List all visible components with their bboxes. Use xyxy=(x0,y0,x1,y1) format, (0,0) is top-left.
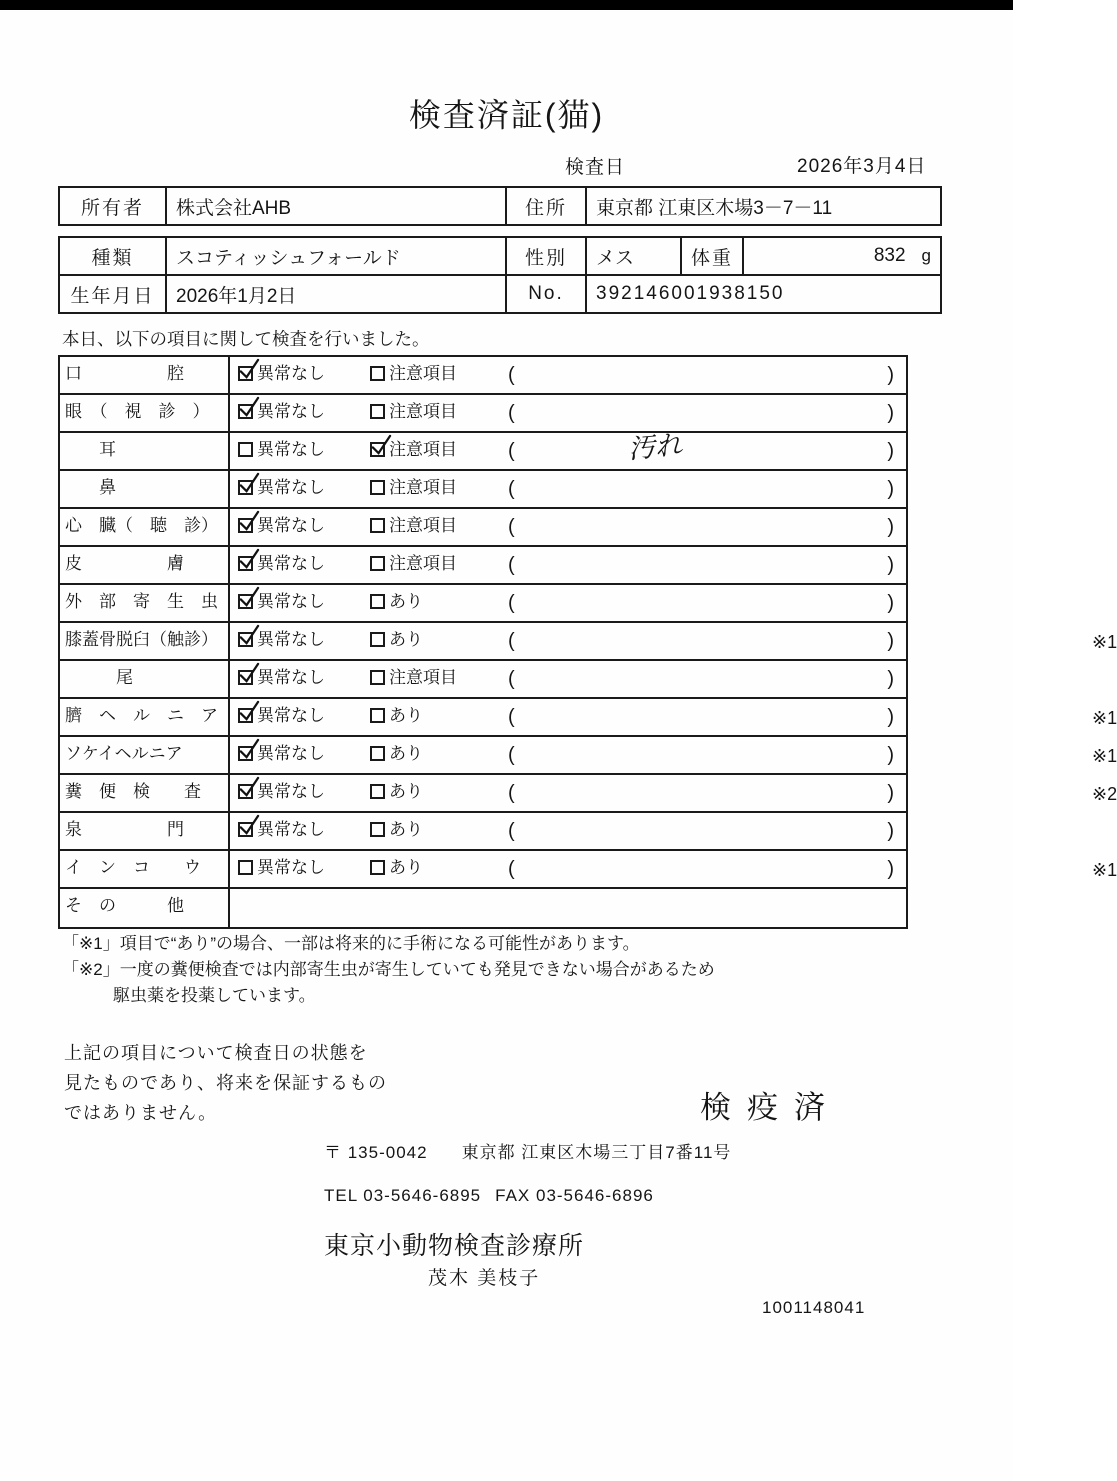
option-attention xyxy=(370,585,423,619)
option-label: 異常なし xyxy=(257,516,325,535)
scan-artifact-bar xyxy=(0,0,1013,10)
checkbox-empty xyxy=(238,442,253,457)
option-attention xyxy=(370,813,423,847)
exam-row xyxy=(60,357,906,395)
clinic-postal-line xyxy=(324,1138,731,1163)
exam-item-result xyxy=(230,509,906,545)
paren-close: ) xyxy=(887,364,894,386)
paren-open: ( xyxy=(508,478,515,500)
exam-item-result xyxy=(230,699,1117,735)
option-label: 異常なし xyxy=(257,782,325,801)
exam-item-label: 糞 便 検 査 xyxy=(60,775,230,811)
exam-row xyxy=(60,395,906,433)
address-value: 東京都 江東区木場3－7－11 xyxy=(586,187,941,225)
exam-table xyxy=(58,355,1117,929)
clinic-tel-line xyxy=(324,1186,654,1206)
option-no-abnormality xyxy=(238,395,325,429)
checkbox-checked xyxy=(238,632,253,647)
exam-item-label: 泉 門 xyxy=(60,813,230,849)
checkbox-empty xyxy=(370,594,385,609)
exam-row xyxy=(60,775,1117,813)
disclaimer-line: 上記の項目について検査日の状態を xyxy=(64,1043,368,1063)
option-attention xyxy=(370,661,457,695)
option-no-abnormality xyxy=(238,509,325,543)
checkbox-empty xyxy=(370,518,385,533)
inspection-date-value: 2026年3月4日 xyxy=(797,156,927,177)
check-mark-icon xyxy=(237,662,260,685)
paren-open: ( xyxy=(508,820,515,842)
option-attention xyxy=(370,737,423,771)
option-label: あり xyxy=(389,744,423,763)
check-mark-icon xyxy=(237,700,260,723)
exam-item-label: ソケイヘルニア xyxy=(60,737,230,773)
option-no-abnormality xyxy=(238,471,325,505)
check-mark-icon xyxy=(237,396,260,419)
footnote-line: 駆虫薬を投薬しています。 xyxy=(62,986,316,1005)
exam-row xyxy=(60,471,906,509)
checkbox-empty xyxy=(370,366,385,381)
paren-open: ( xyxy=(508,364,515,386)
exam-item-label: 耳 xyxy=(60,433,230,469)
paren-open: ( xyxy=(508,440,515,462)
option-attention xyxy=(370,623,423,657)
option-label: あり xyxy=(389,706,423,725)
disclaimer-line: ではありません。 xyxy=(64,1103,218,1123)
check-mark-icon xyxy=(237,776,260,799)
option-no-abnormality xyxy=(238,623,325,657)
paren-close: ) xyxy=(887,858,894,880)
option-attention xyxy=(370,357,457,391)
paren-open: ( xyxy=(508,630,515,652)
option-no-abnormality xyxy=(238,585,325,619)
paren-close: ) xyxy=(887,592,894,614)
option-label: 異常なし xyxy=(257,668,325,687)
exam-item-result xyxy=(230,357,906,393)
check-mark-icon xyxy=(237,510,260,533)
option-label: 異常なし xyxy=(257,440,325,459)
checkbox-empty xyxy=(370,404,385,419)
paren-open: ( xyxy=(508,516,515,538)
paren-close: ) xyxy=(887,516,894,538)
paren-close: ) xyxy=(887,782,894,804)
page-title: 検査済証(猫) xyxy=(408,97,605,133)
checkbox-checked xyxy=(238,556,253,571)
option-label: 異常なし xyxy=(257,630,325,649)
checkbox-empty xyxy=(370,480,385,495)
checkbox-checked xyxy=(238,670,253,685)
check-mark-icon xyxy=(237,358,260,381)
weight-number: 832 xyxy=(873,245,906,266)
footnote-line: 「※2」一度の糞便検査では内部寄生虫が寄生していても発見できない場合があるため xyxy=(62,960,715,979)
checkbox-checked xyxy=(238,518,253,533)
paren-close: ) xyxy=(887,706,894,728)
checkbox-checked xyxy=(238,404,253,419)
option-label: 注意項目 xyxy=(389,668,457,687)
option-no-abnormality xyxy=(238,737,325,771)
option-label: 注意項目 xyxy=(389,440,457,459)
option-label: 異常なし xyxy=(257,820,325,839)
checkbox-checked xyxy=(238,822,253,837)
check-mark-icon xyxy=(237,738,260,761)
exam-row xyxy=(60,509,906,547)
pet-row-1 xyxy=(59,237,941,275)
option-label: 異常なし xyxy=(257,858,325,877)
option-no-abnormality xyxy=(238,699,325,733)
option-attention xyxy=(370,851,423,885)
exam-item-label: 眼 （ 視 診 ） xyxy=(60,395,230,431)
option-label: あり xyxy=(389,630,423,649)
paren-open: ( xyxy=(508,782,515,804)
owner-label: 所有者 xyxy=(59,187,166,225)
exam-item-result xyxy=(230,395,906,431)
exam-row xyxy=(60,851,1117,889)
exam-item-label: 口 腔 xyxy=(60,357,230,393)
serial-number: 1001148041 xyxy=(762,1298,866,1317)
birthdate-label: 生年月日 xyxy=(59,275,166,313)
footnote-reference: ※1 xyxy=(1092,860,1117,880)
paren-close: ) xyxy=(887,478,894,500)
checkbox-empty xyxy=(370,632,385,647)
paren-open: ( xyxy=(508,706,515,728)
option-no-abnormality xyxy=(238,775,325,809)
option-label: あり xyxy=(389,782,423,801)
handwritten-note: 汚れ xyxy=(626,429,684,465)
option-label: 異常なし xyxy=(257,706,325,725)
exam-item-result xyxy=(230,889,906,927)
paren-open: ( xyxy=(508,554,515,576)
weight-unit: g xyxy=(921,246,932,265)
option-label: あり xyxy=(389,858,423,877)
option-no-abnormality xyxy=(238,357,325,391)
clinic-fax: FAX 03-5646-6896 xyxy=(495,1186,654,1205)
footnote-reference: ※2 xyxy=(1092,784,1117,804)
paren-close: ) xyxy=(887,440,894,462)
checkbox-empty xyxy=(370,670,385,685)
exam-row xyxy=(60,737,1117,775)
address-label: 住所 xyxy=(506,187,586,225)
exam-row xyxy=(60,699,1117,737)
clinic-name: 東京小動物検査診療所 xyxy=(324,1232,585,1260)
option-label: 注意項目 xyxy=(389,554,457,573)
exam-item-result xyxy=(230,429,906,469)
checkbox-checked xyxy=(238,480,253,495)
disclaimer-text xyxy=(64,1038,387,1128)
paren-close: ) xyxy=(887,820,894,842)
exam-item-label: 鼻 xyxy=(60,471,230,507)
exam-item-label: そ の 他 xyxy=(60,889,230,927)
checkbox-checked xyxy=(238,594,253,609)
option-label: 異常なし xyxy=(257,402,325,421)
checkbox-checked xyxy=(238,366,253,381)
paren-open: ( xyxy=(508,858,515,880)
clinic-address: 東京都 江東区木場三丁目7番11号 xyxy=(461,1143,732,1162)
exam-item-result xyxy=(230,737,1117,773)
checkbox-empty xyxy=(370,708,385,723)
checkbox-empty xyxy=(370,822,385,837)
paren-open: ( xyxy=(508,592,515,614)
option-label: 注意項目 xyxy=(389,478,457,497)
exam-row xyxy=(60,429,906,471)
option-attention xyxy=(370,471,457,505)
paren-close: ) xyxy=(887,668,894,690)
weight-value xyxy=(743,237,941,275)
paren-close: ) xyxy=(887,554,894,576)
check-mark-icon xyxy=(237,586,260,609)
option-label: 注意項目 xyxy=(389,402,457,421)
checkbox-checked xyxy=(238,746,253,761)
breed-value: スコティッシュフォールド xyxy=(166,237,506,275)
option-label: 異常なし xyxy=(257,364,325,383)
check-mark-icon xyxy=(237,548,260,571)
weight-label: 体重 xyxy=(681,237,743,275)
checkbox-empty xyxy=(238,860,253,875)
exam-item-result xyxy=(230,661,906,697)
footnote-reference: ※1 xyxy=(1092,746,1117,766)
breed-label: 種類 xyxy=(59,237,166,275)
footnotes xyxy=(62,931,715,1009)
option-label: あり xyxy=(389,592,423,611)
exam-row xyxy=(60,813,906,851)
pet-row-2 xyxy=(59,275,941,313)
owner-value: 株式会社AHB xyxy=(166,187,506,225)
exam-item-label: 尾 xyxy=(60,661,230,697)
exam-row xyxy=(60,661,906,699)
footnote-reference: ※1 xyxy=(1092,708,1117,728)
paren-open: ( xyxy=(508,744,515,766)
quarantine-stamp: 検疫済 xyxy=(700,1090,841,1125)
number-label: No. xyxy=(506,275,586,313)
exam-item-result xyxy=(230,471,906,507)
check-mark-icon xyxy=(369,434,392,457)
inspection-date-label: 検査日 xyxy=(565,157,626,178)
exam-row xyxy=(60,623,1117,661)
birthdate-value: 2026年1月2日 xyxy=(166,275,506,313)
exam-item-label: 皮 膚 xyxy=(60,547,230,583)
sex-value: メス xyxy=(586,237,681,275)
exam-item-label: イ ン コ ウ xyxy=(60,851,230,887)
check-mark-icon xyxy=(237,472,260,495)
clinic-person-name: 茂木 美枝子 xyxy=(428,1268,541,1289)
number-value: 392146001938150 xyxy=(586,275,941,313)
paren-open: ( xyxy=(508,402,515,424)
footnote-line: 「※1」項目で“あり”の場合、一部は将来的に手術になる可能性があります。 xyxy=(62,934,640,953)
exam-item-label: 臍 ヘ ル ニ ア xyxy=(60,699,230,735)
disclaimer-line: 見たものであり、将来を保証するもの xyxy=(64,1073,387,1093)
checkbox-checked xyxy=(370,442,385,457)
option-attention xyxy=(370,433,457,467)
checkbox-checked xyxy=(238,784,253,799)
option-no-abnormality xyxy=(238,813,325,847)
intro-text: 本日、以下の項目に関して検査を行いました。 xyxy=(62,329,430,349)
sex-label: 性別 xyxy=(506,237,586,275)
option-label: 異常なし xyxy=(257,592,325,611)
exam-item-label: 膝蓋骨脱臼（触診） xyxy=(60,623,230,659)
checkbox-empty xyxy=(370,784,385,799)
checkbox-empty xyxy=(370,556,385,571)
option-no-abnormality xyxy=(238,661,325,695)
option-label: 注意項目 xyxy=(389,364,457,383)
option-attention xyxy=(370,775,423,809)
exam-row xyxy=(60,889,906,927)
owner-row xyxy=(59,187,941,225)
option-no-abnormality xyxy=(238,547,325,581)
exam-item-result xyxy=(230,547,906,583)
owner-table xyxy=(58,186,942,226)
checkbox-empty xyxy=(370,746,385,761)
option-label: あり xyxy=(389,820,423,839)
clinic-tel: TEL 03-5646-6895 xyxy=(324,1186,482,1205)
exam-item-label: 外 部 寄 生 虫 xyxy=(60,585,230,621)
postal-code: 〒 135-0042 xyxy=(324,1143,428,1162)
option-attention xyxy=(370,509,457,543)
option-attention xyxy=(370,699,423,733)
paren-open: ( xyxy=(508,668,515,690)
option-label: 異常なし xyxy=(257,478,325,497)
option-label: 異常なし xyxy=(257,554,325,573)
paren-close: ) xyxy=(887,630,894,652)
exam-item-label: 心 臓（ 聴 診） xyxy=(60,509,230,545)
paren-close: ) xyxy=(887,402,894,424)
option-label: 注意項目 xyxy=(389,516,457,535)
exam-row xyxy=(60,547,906,585)
check-mark-icon xyxy=(237,624,260,647)
pet-table xyxy=(58,236,942,314)
check-mark-icon xyxy=(237,814,260,837)
footnote-reference: ※1 xyxy=(1092,632,1117,652)
exam-item-result xyxy=(230,813,906,849)
checkbox-empty xyxy=(370,860,385,875)
option-attention xyxy=(370,547,457,581)
exam-item-result xyxy=(230,851,1117,887)
checkbox-checked xyxy=(238,708,253,723)
option-no-abnormality xyxy=(238,433,325,467)
option-attention xyxy=(370,395,457,429)
exam-item-result xyxy=(230,585,906,621)
option-no-abnormality xyxy=(238,851,325,885)
exam-row xyxy=(60,585,906,623)
paren-close: ) xyxy=(887,744,894,766)
exam-item-result xyxy=(230,775,1117,811)
exam-item-result xyxy=(230,623,1117,659)
option-label: 異常なし xyxy=(257,744,325,763)
